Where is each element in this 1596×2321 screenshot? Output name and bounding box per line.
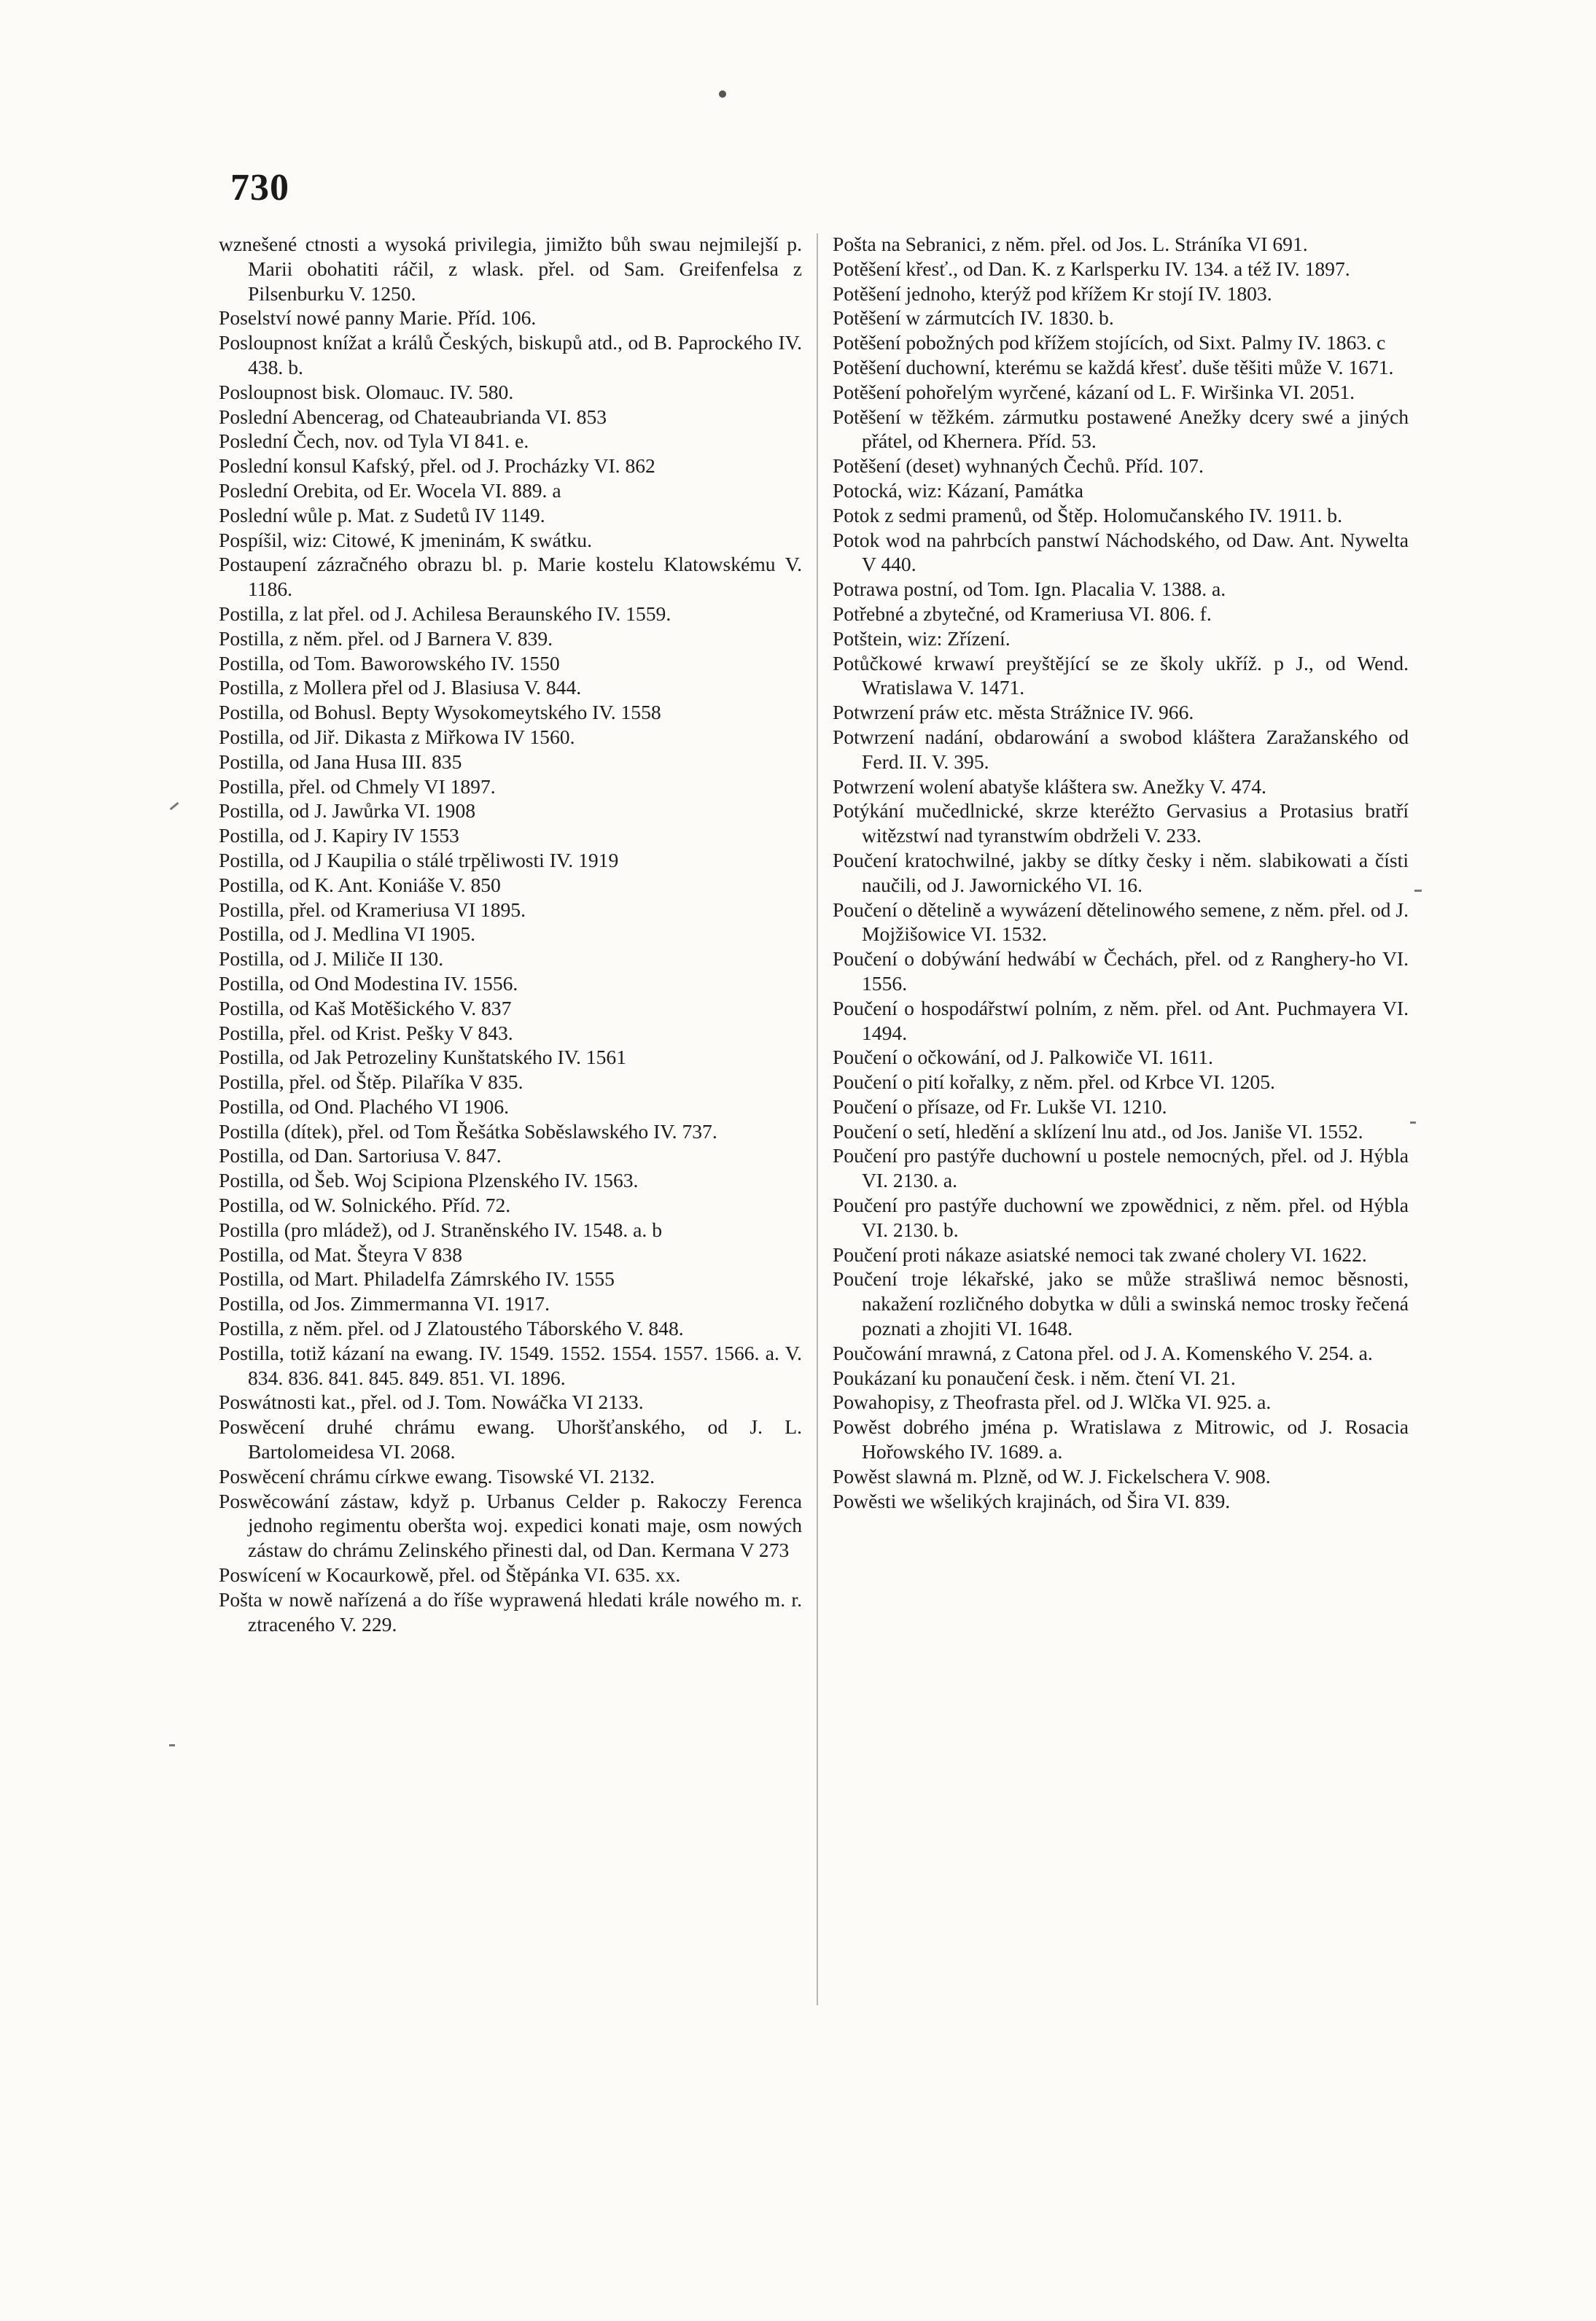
index-entry: Poučení pro pastýře duchowní we zpowědnici, z něm. přel. od Hýbla VI. 2130. b. bbox=[833, 1194, 1409, 1241]
index-entry: Potěšení křesť., od Dan. K. z Karlsperku IV. 134. a též IV. 1897. bbox=[833, 257, 1350, 280]
index-entry: Poučení kratochwilné, jakby se dítky česky i něm. slabikowati a čísti naučili, od J. Jawornického VI. 16. bbox=[833, 848, 1409, 896]
index-entry: Postilla, od Tom. Baworowského IV. 1550 bbox=[219, 651, 560, 674]
index-entry: Potěšení pobožných pod křížem stojících, od Sixt. Palmy IV. 1863. c bbox=[833, 331, 1386, 354]
index-entry: Postilla, od Ond. Plachého VI 1906. bbox=[219, 1095, 510, 1118]
index-entry: Postilla, z něm. přel. od J Barnera V. 839. bbox=[219, 626, 553, 650]
ink-dot bbox=[719, 90, 726, 98]
index-entry: Potýkání mučedlnické, skrze kteréžto Gervasius a Protasius bratří witězstwí nad tyranstwím obdrželi V. 233. bbox=[833, 799, 1409, 847]
index-entry: Potwrzení wolení abatyše kláštera sw. Anežky V. 474. bbox=[833, 774, 1266, 798]
index-entry: Potěšení duchowní, kterému se každá křesť. duše těšiti může V. 1671. bbox=[833, 355, 1394, 378]
index-entry: Postilla, od Ond Modestina IV. 1556. bbox=[219, 971, 518, 995]
index-entry: Postilla, od Mat. Šteyra V 838 bbox=[219, 1243, 462, 1266]
index-entry: Postilla, přel. od Krist. Pešky V 843. bbox=[219, 1021, 513, 1044]
index-entry: Potěšení w těžkém. zármutku postawené Anežky dcery swé a jiných přátel, od Khernera. Příd. 53. bbox=[833, 405, 1409, 453]
index-entry: Potštein, wiz: Zřízení. bbox=[833, 626, 1011, 650]
index-entry: Postilla, od Jana Husa III. 835 bbox=[219, 750, 462, 773]
index-entry: Poučení proti nákaze asiatské nemoci tak zwané cholery VI. 1622. bbox=[833, 1243, 1367, 1266]
index-entry: Poučení o očkowání, od J. Palkowiče VI. 1611. bbox=[833, 1046, 1213, 1069]
index-entry: Postilla, od W. Solnického. Příd. 72. bbox=[219, 1194, 511, 1217]
index-entry: Postilla, od J Kaupilia o stálé trpěliwosti IV. 1919 bbox=[219, 848, 619, 871]
index-entry: Poučení o pití kořalky, z něm. přel. od Krbce VI. 1205. bbox=[833, 1070, 1275, 1094]
index-entry: Potwrzení práw etc. města Strážnice IV. 966. bbox=[833, 701, 1194, 724]
index-entry: Poučení o setí, hledění a sklízení lnu atd., od Jos. Janiše VI. 1552. bbox=[833, 1119, 1363, 1143]
index-entry: Potok z sedmi pramenů, od Štěp. Holomučanského IV. 1911. b. bbox=[833, 503, 1342, 526]
index-entry: Postaupení zázračného obrazu bl. p. Marie kostelu Klatowskému V. 1186. bbox=[219, 553, 802, 601]
index-entry: Potůčkowé krwawí preyštějící se ze školy ukříž. p J., od Wend. Wratislawa V. 1471. bbox=[833, 651, 1409, 699]
index-entry: Poučení o dobýwání hedwábí w Čechách, přel. od z Ranghery-ho VI. 1556. bbox=[833, 947, 1409, 995]
index-entry: Postilla (pro mládež), od J. Straněnského IV. 1548. a. b bbox=[219, 1218, 662, 1241]
page-number: 730 bbox=[230, 167, 289, 209]
index-entry: Poswěcowání zástaw, když p. Urbanus Celder p. Rakoczy Ferenca jednoho regimentu oberšta woj. expedici konati maje, osm nowých zástaw do chrámu Zelinského přinesti dal, od Dan. Kermana V 273 bbox=[219, 1489, 802, 1562]
index-entry: Potwrzení nadání, obdarowání a swobod kláštera Zaražanského od Ferd. II. V. 395. bbox=[833, 725, 1409, 773]
index-entry: Powěst dobrého jména p. Wratislawa z Mitrowic, od J. Rosacia Hořowského IV. 1689. a. bbox=[833, 1415, 1409, 1463]
index-entry: Poswícení w Kocaurkowě, přel. od Štěpánka VI. 635. xx. bbox=[219, 1563, 681, 1587]
index-entry: Potřebné a zbytečné, od Krameriusa VI. 806. f. bbox=[833, 602, 1212, 625]
index-entry: Postilla, od K. Ant. Koniáše V. 850 bbox=[219, 873, 501, 896]
margin-mark bbox=[1414, 890, 1422, 892]
index-entry: Postilla, od Šeb. Woj Scipiona Plzenského IV. 1563. bbox=[219, 1169, 639, 1192]
index-entry: Postilla, od J. Jawůrka VI. 1908 bbox=[219, 799, 476, 823]
index-entry: Poswátnosti kat., přel. od J. Tom. Nowáčka VI 2133. bbox=[219, 1391, 644, 1414]
left-column bbox=[219, 232, 802, 1636]
index-entry: Pospíšil, wiz: Citowé, K jmeninám, K swátku. bbox=[219, 528, 592, 551]
index-entry: Potok wod na pahrbcích panstwí Náchodského, od Daw. Ant. Nywelta V 440. bbox=[833, 528, 1409, 576]
right-column bbox=[833, 232, 1409, 1513]
index-entry: Potěšení (deset) wyhnaných Čechů. Příd. 107. bbox=[833, 454, 1204, 478]
index-entry: Pošta w nowě nařízená a do říše wyprawená hledati krále nowého m. r. ztraceného V. 229. bbox=[219, 1587, 802, 1636]
index-entry: Poslední konsul Kafský, přel. od J. Procházky VI. 862 bbox=[219, 454, 655, 478]
index-entry: Poslední wůle p. Mat. z Sudetů IV 1149. bbox=[219, 503, 545, 526]
index-entry: Poslední Čech, nov. od Tyla VI 841. e. bbox=[219, 429, 529, 453]
index-entry: Poslední Abencerag, od Chateaubrianda VI. 853 bbox=[219, 405, 607, 428]
index-entry: Powěsti we wšelikých krajinách, od Šira VI. 839. bbox=[833, 1489, 1231, 1512]
column-divider bbox=[817, 233, 818, 2005]
index-entry: Poučení o hospodářstwí polním, z něm. přel. od Ant. Puchmayera VI. 1494. bbox=[833, 996, 1409, 1044]
index-entry: Pošta na Sebranici, z něm. přel. od Jos. L. Stráníka VI 691. bbox=[833, 233, 1308, 255]
index-entry: Powěst slawná m. Plzně, od W. J. Fickelschera V. 908. bbox=[833, 1464, 1271, 1488]
index-entry: Powahopisy, z Theofrasta přel. od J. Wlčka VI. 925. a. bbox=[833, 1391, 1272, 1414]
margin-mark bbox=[1410, 1121, 1416, 1124]
index-entry: Poswěcení chrámu církwe ewang. Tisowské VI. 2132. bbox=[219, 1464, 655, 1488]
index-entry: Postilla (dítek), přel. od Tom Řešátka Soběslawského IV. 737. bbox=[219, 1119, 717, 1143]
index-entry: Postilla, od Jak Petrozeliny Kunštatského IV. 1561 bbox=[219, 1046, 626, 1069]
index-entry: Postilla, z Mollera přel od J. Blasiusa V. 844. bbox=[219, 676, 582, 699]
index-entry: Postilla, od Jiř. Dikasta z Miřkowa IV 1560. bbox=[219, 725, 575, 748]
index-entry: Potěšení jednoho, kterýž pod křížem Kr stojí IV. 1803. bbox=[833, 281, 1272, 305]
index-entry: Poukázaní ku ponaučení česk. i něm. čtení VI. 21. bbox=[833, 1366, 1236, 1389]
index-entry: Postilla, z něm. přel. od J Zlatoustého Táborského V. 848. bbox=[219, 1317, 684, 1340]
index-entry: Poučení o dětelině a wywázení dětelinowého semene, z něm. přel. od J. Mojžišowice VI. 1532. bbox=[833, 898, 1409, 946]
index-entry: Poučení troje lékařské, jako se může strašliwá nemoc běsnosti, nakažení rozličného dobytka w důli a swinská nemoc trosky řečená poznati a zhojiti VI. 1648. bbox=[833, 1267, 1409, 1340]
index-entry: Postilla, od J. Miliče II 130. bbox=[219, 947, 444, 971]
index-entry: Postilla, přel. od Štěp. Pilaříka V 835. bbox=[219, 1070, 523, 1094]
index-entry: Posloupnost knížat a králů Českých, biskupů atd., od B. Paprockého IV. 438. b. bbox=[219, 331, 802, 378]
index-entry: Posloupnost bisk. Olomauc. IV. 580. bbox=[219, 380, 514, 403]
index-entry: Postilla, od J. Kapiry IV 1553 bbox=[219, 824, 459, 847]
index-entry: Postilla, přel. od Krameriusa VI 1895. bbox=[219, 898, 526, 921]
index-entry: Poučení pro pastýře duchowní u postele nemocných, přel. od J. Hýbla VI. 2130. a. bbox=[833, 1144, 1409, 1192]
index-entry: Poučení o přísaze, od Fr. Lukše VI. 1210. bbox=[833, 1095, 1167, 1118]
index-entry: Postilla, od Bohusl. Bepty Wysokomeytského IV. 1558 bbox=[219, 701, 661, 724]
index-entry: Postilla, od J. Medlina VI 1905. bbox=[219, 922, 476, 946]
index-entry: Postilla, od Mart. Philadelfa Zámrského IV. 1555 bbox=[219, 1267, 615, 1291]
index-entry: wznešené ctnosti a wysoká privilegia, jimižto bůh swau nejmilejší p. Marii obohatiti ráčil, z wlask. přel. od Sam. Greifenfelsa z Pilsenburku V. 1250. bbox=[219, 233, 802, 305]
index-entry: Poselství nowé panny Marie. Příd. 106. bbox=[219, 306, 537, 330]
index-entry: Postilla, od Dan. Sartoriusa V. 847. bbox=[219, 1144, 502, 1167]
index-entry: Postilla, z lat přel. od J. Achilesa Beraunského IV. 1559. bbox=[219, 602, 672, 625]
index-entry: Poslední Orebita, od Er. Wocela VI. 889. a bbox=[219, 478, 561, 502]
index-entry: Poswěcení druhé chrámu ewang. Uhoršťanského, od J. L. Bartolomeidesa VI. 2068. bbox=[219, 1415, 802, 1463]
index-entry: Potěšení w zármutcích IV. 1830. b. bbox=[833, 306, 1114, 330]
index-entry: Postilla, totiž kázaní na ewang. IV. 1549. 1552. 1554. 1557. 1566. a. V. 834. 836. 841. 845. 849. 851. VI. 1896. bbox=[219, 1341, 802, 1389]
index-entry: Potocká, wiz: Kázaní, Památka bbox=[833, 478, 1084, 502]
margin-mark bbox=[169, 1744, 175, 1746]
index-entry: Postilla, od Kaš Motěšického V. 837 bbox=[219, 996, 512, 1019]
index-entry: Poučowání mrawná, z Catona přel. od J. A. Komenského V. 254. a. bbox=[833, 1341, 1373, 1364]
index-entry: Postilla, přel. od Chmely VI 1897. bbox=[219, 774, 496, 798]
index-entry: Potrawa postní, od Tom. Ign. Placalia V. 1388. a. bbox=[833, 578, 1226, 601]
index-entry: Potěšení pohořelým wyrčené, kázaní od L. F. Wiršinka VI. 2051. bbox=[833, 380, 1355, 403]
index-entry: Postilla, od Jos. Zimmermanna VI. 1917. bbox=[219, 1292, 550, 1315]
margin-mark bbox=[170, 802, 179, 810]
